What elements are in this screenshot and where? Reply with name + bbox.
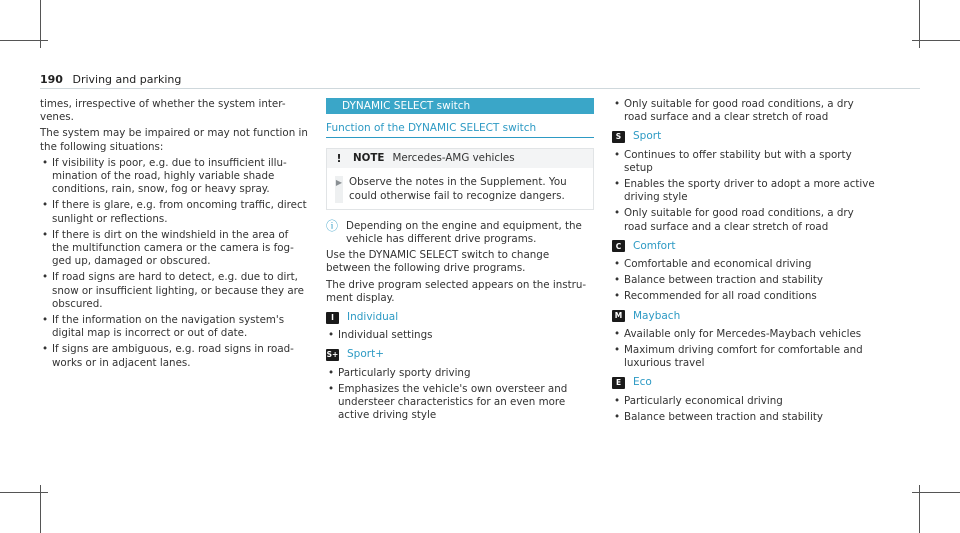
paragraph: Use the DYNAMIC SELECT switch to change between the following drive programs.: [326, 249, 550, 275]
list-item: • Maximum driving comfort for comfortable and luxurious travel: [612, 344, 880, 370]
mode-bullets: [612, 149, 880, 234]
mode-label: Sport+: [347, 348, 384, 361]
list-item: • If signs are ambiguous, e.g. road signs in road-works or in adjacent lanes.: [40, 343, 308, 369]
list-item: • If there is glare, e.g. from oncoming traffic, direct sunlight or reflections.: [40, 199, 308, 225]
mode-individual: [326, 311, 594, 324]
list-item: • Individual settings: [326, 329, 594, 342]
sport-mode-icon: S: [612, 131, 625, 143]
mode-sport: [612, 130, 880, 143]
list-item: • If visibility is poor, e.g. due to insufficient illu-mination of the road, highly variable shade conditions, rain, snow, fog or heavy spray.: [40, 157, 308, 197]
list-item: • Comfortable and economical driving: [612, 258, 880, 271]
info-icon: ⓘ: [326, 218, 339, 233]
mode-comfort: [612, 240, 880, 253]
column-1: [40, 98, 308, 374]
warning-icon: !: [336, 152, 342, 166]
list-item: • Emphasizes the vehicle's own oversteer and understeer characteristics for an even more active driving style: [326, 383, 594, 423]
situations-list: [40, 157, 308, 370]
paragraph: The drive program selected appears on the instru-ment display.: [326, 278, 587, 304]
list-item: • Balance between traction and stability: [612, 411, 880, 424]
mode-maybach: [612, 310, 880, 323]
section-name: Driving and parking: [72, 73, 182, 86]
mode-eco: [612, 376, 880, 389]
section-title: DYNAMIC SELECT switch: [326, 98, 594, 114]
subsection-title: Function of the DYNAMIC SELECT switch: [326, 122, 594, 138]
column-2: [326, 98, 594, 426]
crop-mark: [0, 492, 48, 493]
header-divider: [40, 88, 920, 89]
note-subject: Mercedes-AMG vehicles: [392, 152, 515, 165]
list-item: • Enables the sporty driver to adopt a more active driving style: [612, 178, 880, 204]
info-text: Depending on the engine and equipment, the vehicle has different drive programs.: [346, 219, 582, 246]
note-header: [327, 149, 593, 168]
list-item: • Only suitable for good road conditions, a dry road surface and a clear stretch of road: [612, 207, 880, 233]
note-box: [326, 148, 594, 210]
play-arrow-icon: ▶: [335, 178, 343, 188]
list-item: • Only suitable for good road conditions, a dry road surface and a clear stretch of road: [612, 98, 880, 124]
mode-bullets: [326, 367, 594, 423]
crop-mark: [0, 40, 48, 41]
info-block: [326, 220, 594, 246]
list-item: • Available only for Mercedes-Maybach vehicles: [612, 328, 880, 341]
sport-plus-mode-icon: S+: [326, 350, 339, 360]
list-item: • If road signs are hard to detect, e.g. due to dirt, snow or insufficient lighting, or because they are obscured.: [40, 271, 308, 311]
mode-bullets: [612, 328, 880, 371]
list-item: • Continues to offer stability but with a sporty setup: [612, 149, 880, 175]
page-header: [40, 73, 181, 86]
mode-bullets: [326, 329, 594, 342]
comfort-mode-icon: C: [612, 240, 625, 252]
note-side-bar: [335, 176, 343, 202]
situations-intro: The system may be impaired or may not function in the following situations:: [40, 127, 308, 153]
list-item: • Particularly sporty driving: [326, 367, 594, 380]
list-item: • If there is dirt on the windshield in the area of the multifunction camera or the camera is fog-ged up, damaged or obscured.: [40, 229, 308, 269]
mode-label: Sport: [633, 130, 662, 143]
crop-mark: [912, 492, 960, 493]
column-3: [612, 98, 880, 428]
mode-sport-plus: [326, 348, 594, 361]
list-item: • If the information on the navigation system's digital map is incorrect or out of date.: [40, 314, 308, 340]
mode-label: Maybach: [633, 309, 681, 322]
eco-mode-icon: E: [612, 377, 625, 389]
note-label: NOTE: [353, 152, 385, 165]
mode-label: Comfort: [633, 239, 676, 252]
page-number: 190: [40, 73, 63, 86]
intro-text: times, irrespective of whether the system inter- venes.: [40, 98, 286, 124]
note-body: [327, 168, 593, 208]
list-item: • Balance between traction and stability: [612, 274, 880, 287]
crop-mark: [912, 40, 960, 41]
mode-bullets: [612, 258, 880, 304]
mode-label: Eco: [633, 376, 652, 389]
mode-bullets: [612, 98, 880, 124]
maybach-mode-icon: M: [612, 310, 625, 322]
individual-mode-icon: I: [326, 312, 339, 324]
list-item: • Recommended for all road conditions: [612, 290, 880, 303]
list-item: • Particularly economical driving: [612, 395, 880, 408]
note-text: Observe the notes in the Supplement. You could otherwise fail to recognize dangers.: [349, 176, 567, 202]
mode-bullets: [612, 395, 880, 424]
mode-label: Individual: [347, 311, 399, 324]
